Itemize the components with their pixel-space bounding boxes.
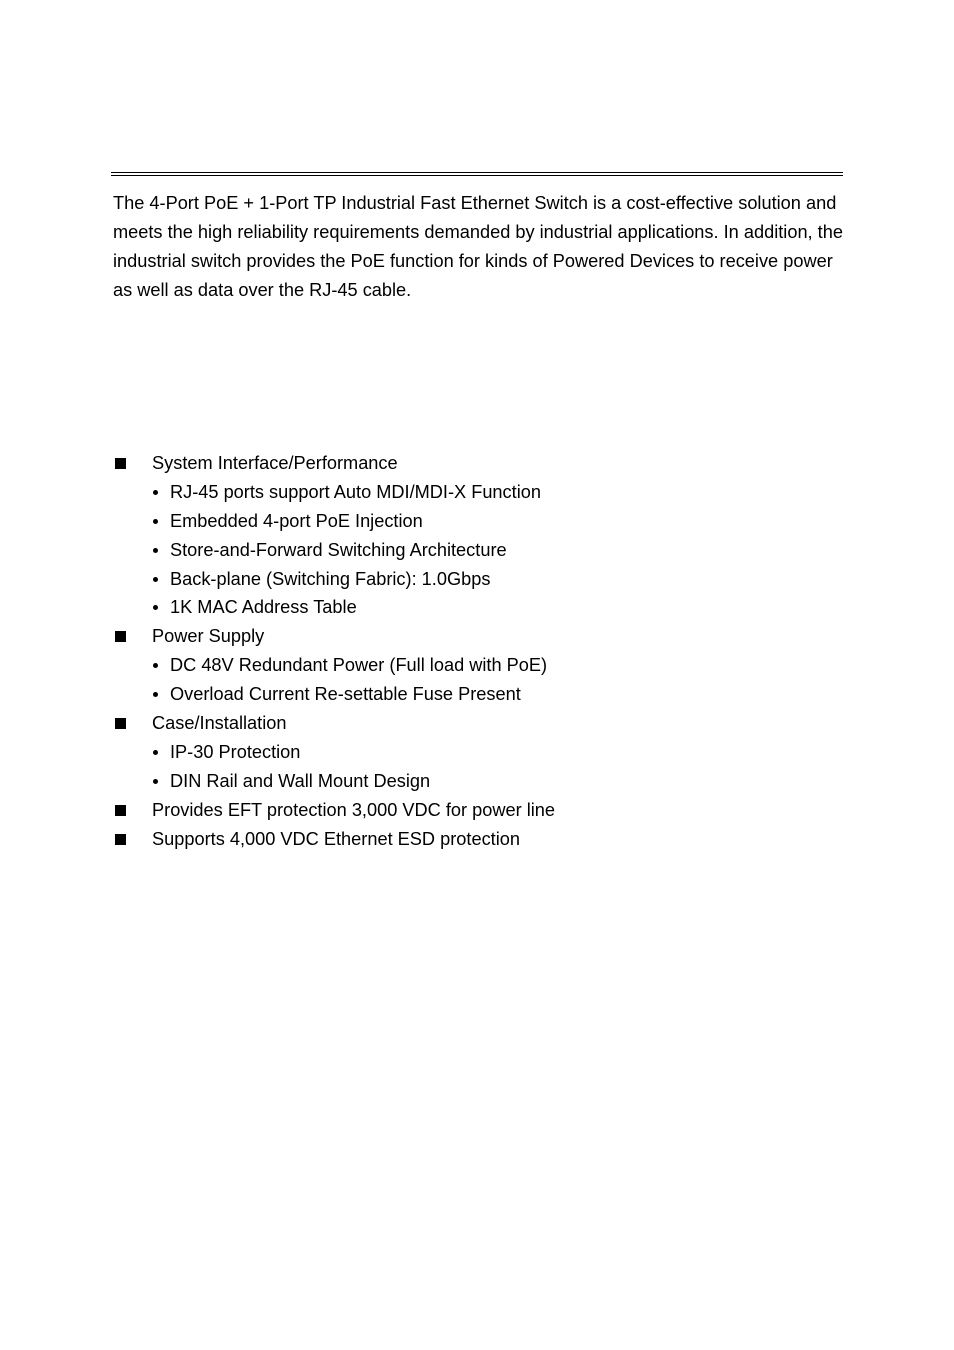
dot-bullet-icon — [153, 577, 158, 582]
dot-bullet-icon — [153, 605, 158, 610]
sub-feature-label: DC 48V Redundant Power (Full load with PoE) — [170, 655, 548, 676]
sub-feature-item — [113, 680, 853, 709]
feature-item — [113, 709, 853, 796]
dot-bullet-icon — [153, 779, 158, 784]
dot-bullet-icon — [153, 519, 158, 524]
sub-feature-label: Store-and-Forward Switching Architecture — [170, 539, 507, 560]
sub-feature-item — [113, 738, 853, 767]
feature-item — [113, 796, 853, 825]
sub-feature-list — [113, 478, 853, 622]
feature-label: System Interface/Performance — [152, 453, 398, 473]
sub-feature-item — [113, 478, 853, 507]
feature-label: Case/Installation — [152, 713, 287, 734]
sub-feature-item — [113, 651, 853, 680]
feature-item — [113, 825, 853, 854]
dot-bullet-icon — [153, 548, 158, 553]
feature-label: Power Supply — [152, 626, 265, 647]
sub-feature-item — [113, 507, 853, 536]
dot-bullet-icon — [153, 692, 158, 697]
feature-label: Supports 4,000 VDC Ethernet ESD protection — [152, 828, 520, 849]
feature-list — [113, 449, 853, 853]
sub-feature-label: RJ-45 ports support Auto MDI/MDI-X Function — [170, 481, 541, 502]
sub-feature-label: DIN Rail and Wall Mount Design — [170, 770, 431, 791]
sub-feature-label: IP-30 Protection — [170, 741, 301, 762]
intro-paragraph: The 4-Port PoE + 1-Port TP Industrial Fast Ethernet Switch is a cost-effective solution and meets the high reliability requirements demanded by industrial applications. In addition, the industrial switch provides the PoE function for kinds of Powered Devices to receive power as well as data over the RJ-45 cable. — [113, 193, 843, 300]
header-rule-bottom — [111, 175, 843, 176]
sub-feature-label: Overload Current Re-settable Fuse Present — [170, 684, 521, 705]
sub-feature-item — [113, 593, 853, 622]
header-rule-top — [111, 172, 843, 173]
square-bullet-icon — [115, 458, 126, 469]
square-bullet-icon — [115, 805, 126, 816]
sub-feature-item — [113, 536, 853, 565]
sub-feature-item — [113, 767, 853, 796]
feature-label: Provides EFT protection 3,000 VDC for power line — [152, 799, 556, 820]
sub-feature-label: Back-plane (Switching Fabric): 1.0Gbps — [170, 568, 491, 589]
sub-feature-label: 1K MAC Address Table — [170, 597, 357, 618]
sub-feature-item — [113, 565, 853, 594]
dot-bullet-icon — [153, 663, 158, 668]
square-bullet-icon — [115, 631, 126, 642]
sub-feature-list — [113, 651, 853, 709]
square-bullet-icon — [115, 718, 126, 729]
sub-feature-list — [113, 738, 853, 796]
feature-item — [113, 449, 853, 622]
sub-feature-label: Embedded 4-port PoE Injection — [170, 510, 423, 531]
dot-bullet-icon — [153, 490, 158, 495]
square-bullet-icon — [115, 834, 126, 845]
dot-bullet-icon — [153, 750, 158, 755]
feature-item — [113, 622, 853, 709]
